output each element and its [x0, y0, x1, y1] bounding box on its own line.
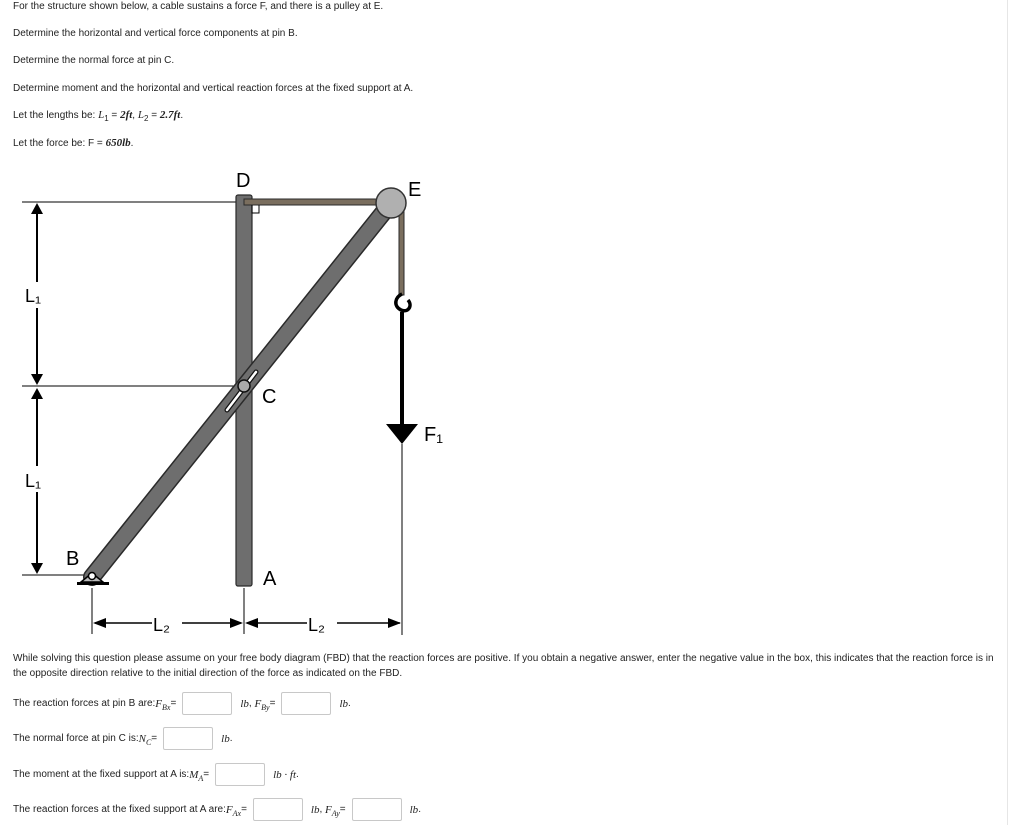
force-prefix: Let the force be: F = — [13, 138, 106, 149]
support-a-label: The reaction forces at the fixed support at A are: — [13, 804, 226, 815]
ma-period: . — [296, 769, 299, 780]
pin-b-label: The reaction forces at pin B are: — [13, 698, 156, 709]
force-end: . — [130, 138, 134, 149]
fby-symbol: $F_{By}$ — [254, 697, 270, 712]
fay-symbol: $F_{Ay}$ — [325, 803, 340, 818]
page-border — [1007, 0, 1008, 825]
nc-equals: = — [151, 733, 158, 744]
fby-unit: lb — [339, 697, 349, 710]
question-2: Determine the normal force at pin C. — [13, 55, 175, 66]
fay-equals: = — [339, 804, 346, 815]
problem-intro: For the structure shown below, a cable sustains a force F, and there is a pulley at E. — [13, 1, 384, 12]
ma-equals: = — [203, 769, 210, 780]
l2-subscript: 2 — [143, 114, 149, 123]
label-l2-right: L₂ — [308, 615, 325, 635]
l1-value: 2ft — [120, 109, 133, 121]
label-c: C — [262, 386, 277, 408]
pulley-e — [376, 188, 406, 218]
ma-unit: lb · ft — [273, 768, 297, 781]
ma-input[interactable] — [215, 763, 265, 786]
lengths-end: . — [180, 110, 184, 121]
pin-c — [238, 380, 250, 392]
nc-symbol: $N_C$ — [138, 732, 152, 747]
arrowhead-down-icon — [386, 424, 418, 444]
force-line — [13, 137, 133, 149]
label-b: B — [66, 548, 80, 570]
nc-unit: lb — [221, 732, 230, 745]
cable-attachment-d — [252, 205, 259, 213]
label-l2-left: L₂ — [153, 615, 170, 635]
ma-symbol: $M_A$ — [189, 768, 204, 783]
fax-comma: , — [319, 804, 323, 815]
answer-row-pin-c — [13, 727, 232, 750]
fby-input[interactable] — [281, 692, 331, 715]
cable-horizontal — [244, 199, 392, 205]
label-d: D — [236, 170, 251, 192]
question-3: Determine moment and the horizontal and vertical reaction forces at the fixed support at A. — [13, 83, 414, 94]
fbd-note: While solving this question please assume on your free body diagram (FBD) that the reaction forces are positive. If you obtain a negative answer, enter the negative value in the box, this indicates that the reaction force is in the opposite direction relative to the initial direction of the force as indicated on the FBD. — [13, 653, 994, 679]
label-l1-top: L₁ — [25, 286, 42, 306]
nc-input[interactable] — [163, 727, 213, 750]
label-f1: F₁ — [424, 424, 443, 446]
moment-a-label: The moment at the fixed support at A is: — [13, 769, 190, 780]
fay-input[interactable] — [352, 798, 402, 821]
lengths-prefix: Let the lengths be: — [13, 110, 96, 121]
l2-equals: = — [148, 110, 160, 121]
label-l1-bottom: L₁ — [25, 471, 42, 491]
lengths-separator: , — [132, 110, 138, 121]
fax-equals: = — [241, 804, 247, 815]
cable-vertical — [399, 207, 404, 295]
fbx-equals: = — [170, 698, 177, 709]
label-e: E — [408, 179, 422, 201]
fbx-input[interactable] — [182, 692, 232, 715]
answer-row-moment-a — [13, 763, 299, 786]
l1-subscript: 1 — [104, 114, 109, 123]
fax-symbol: $F_{Ax}$ — [225, 803, 242, 818]
question-1: Determine the horizontal and vertical force components at pin B. — [13, 28, 298, 39]
fax-unit: lb — [310, 803, 320, 816]
fbx-comma: , — [248, 698, 252, 709]
answer-row-support-a — [13, 798, 421, 821]
fay-period: . — [418, 804, 421, 815]
l2-value: 2.7ft — [159, 109, 181, 121]
answer-row-pin-b — [13, 692, 351, 715]
fax-input[interactable] — [253, 798, 303, 821]
fby-equals: = — [269, 698, 276, 709]
pin-c-label: The normal force at pin C is: — [13, 733, 139, 744]
l1-symbol: L — [98, 109, 105, 121]
lengths-line — [13, 109, 183, 121]
l1-equals: = — [108, 110, 121, 121]
fay-unit: lb — [409, 803, 419, 816]
fbx-unit: lb — [240, 697, 249, 710]
nc-period: . — [229, 733, 233, 744]
fbx-symbol: $F_{Bx}$ — [155, 697, 171, 712]
label-a: A — [263, 568, 277, 590]
fby-period: . — [348, 698, 351, 709]
l2-symbol: L — [137, 109, 144, 121]
structure-diagram — [0, 160, 470, 640]
force-value: 650lb — [105, 137, 131, 149]
